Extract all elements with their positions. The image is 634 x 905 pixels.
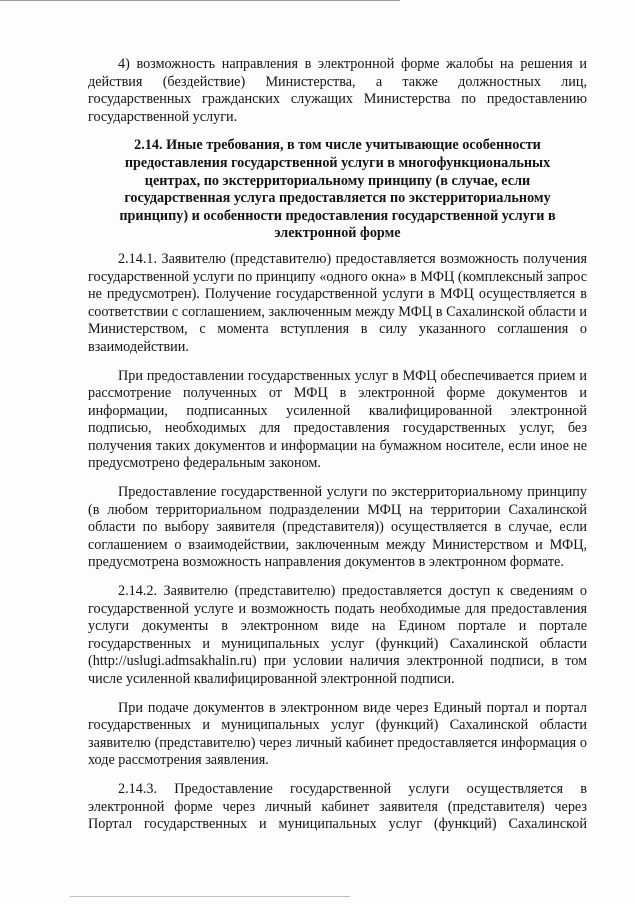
document-body [88, 56, 587, 834]
paragraph-electronic-submission: При подаче документов в электронном виде через Единый портал и портал государственных и муниципальных услуг (функций) Сахалинской области заявителю (представителю) через личный кабинет предоставляется информация о ходе рассмотрения заявления. [88, 699, 587, 769]
paragraph-2-14-1: 2.14.1. Заявителю (представителю) предоставляется возможность получения государственной услуги по принципу «одного окна» в МФЦ (комплексный запрос не предусмотрен). Получение государственной услуги в МФЦ осуществляется в соответствии с соглашением, заключенным между МФЦ в Сахалинской области и Министерством, с момента вступления в силу указанного соглашения о взаимодействии. [88, 250, 587, 355]
paragraph-2-14-3: 2.14.3. Предоставление государственной услуги осуществляется в электронной форме через личный кабинет заявителя (представителя) через Портал государственных и муниципальных услуг (функций) Сахалинской [88, 780, 587, 833]
paragraph-extraterritorial: Предоставление государственной услуги по экстерриториальному принципу (в любом территориальном подразделении МФЦ на территории Сахалинской области по выбору заявителя (представителя)) осуществляется в случае, если соглашением о взаимодействии, заключенным между Министерством и МФЦ, предусмотрена возможность направления документов в электронном формате. [88, 484, 587, 571]
paragraph-mfc-processing: При предоставлении государственных услуг в МФЦ обеспечивается прием и рассмотрение полученных от МФЦ в электронной форме документов и информации, подписанных усиленной квалифицированной электронной подписью, необходимых для предоставления государственных услуг, без получения таких документов и информации на бумажном носителе, если иное не предусмотрено федеральным законом. [88, 367, 587, 472]
section-heading-2-14: 2.14. Иные требования, в том числе учитывающие особенности предоставления государственной услуги в многофункциональных центрах, по экстерриториальному принципу (в случае, если государственная услуга предоставляется по экстерриториальному принципу) и особенности предоставления государственной услуги в электронной форме [119, 137, 556, 242]
scan-edge-line-bottom [70, 896, 350, 897]
paragraph-2-14-2: 2.14.2. Заявителю (представителю) предоставляется доступ к сведениям о государственной услуге и возможность подать необходимые для предоставления услуги документы в электронном виде на Едином портале и портале государственных и муниципальных услуг (функций) Сахалинской области (http://uslugi.admsakhalin.ru) при условии наличия электронной подписи, в том числе усиленной квалифицированной электронной подписи. [88, 583, 587, 687]
scan-edge-line-top [0, 0, 400, 1]
paragraph-item-4: 4) возможность направления в электронной форме жалобы на решения и действия (бездействие) Министерства, а также должностных лиц, государственных гражданских служащих Министерства по предоставлению государственной услуги. [88, 56, 587, 125]
